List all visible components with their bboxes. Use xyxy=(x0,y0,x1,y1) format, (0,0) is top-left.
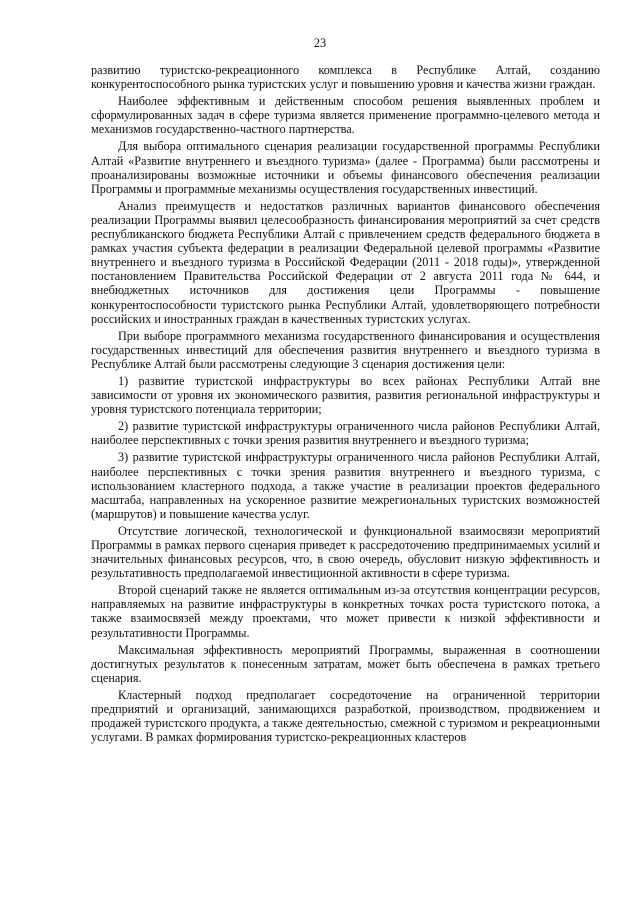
page-number: 23 xyxy=(313,36,327,50)
paragraph: При выборе программного механизма государственного финансирования и осуществления государственных инвестиций для обеспечения развития внутреннего и въездного туризма в Республике Алтай были рассмотрены следующие 3 сценария достижения цели: xyxy=(91,328,600,371)
paragraph: Для выбора оптимального сценария реализации государственной программы Республики Алтай «Развитие внутреннего и въездного туризма» (далее - Программа) были рассмотрены и проанализированы возможные источники и объемы финансового обеспечения реализации Программы и программные механизмы осуществления государственных инвестиций. xyxy=(91,139,600,196)
list-item-scenario-2: 2) развитие туристской инфраструктуры ограниченного числа районов Республики Алтай, наиболее перспективных с точки зрения развития внутреннего и въездного туризма; xyxy=(91,419,600,448)
paragraph: Кластерный подход предполагает сосредоточение на ограниченной территории предприятий и организаций, занимающихся разработкой, производством, продвижением и продажей туристского продукта, а также деятельностью, смежной с туризмом и рекреационными услугами. В рамках формирования туристско-рекреационных кластеров xyxy=(91,687,600,745)
paragraph: Максимальная эффективность мероприятий Программы, выраженная в соотношении достигнутых результатов к понесенным затратам, может быть обеспечена в рамках третьего сценария. xyxy=(91,642,600,685)
list-item-scenario-3: 3) развитие туристской инфраструктуры ограниченного числа районов Республики Алтай, наиболее перспективных с точки зрения развития внутреннего и въездного туризма, с использованием кластерного подхода, а также участие в реализации проектов федерального масштаба, направленных на ускоренное развитие межрегиональных туристских возможностей (маршрутов) и повышение качества услуг. xyxy=(91,450,600,521)
paragraph: Второй сценарий также не является оптимальным из-за отсутствия концентрации ресурсов, направляемых на развитие инфраструктуры в конкретных точках роста туристского потока, а также взаимосвязей между проектами, что может привести к низкой эффективности и результативности Программы. xyxy=(91,583,600,640)
paragraph: Анализ преимуществ и недостатков различных вариантов финансового обеспечения реализации Программы выявил целесообразность финансирования мероприятий за счет средств республиканского бюджета Республики Алтай с привлечением средств федерального бюджета в рамках участия субъекта федерации в реализации Федеральной целевой программы «Развитие внутреннего и въездного туризма в Российской Федерации (2011 - 2018 годы)», утвержденной постановлением Правительства Российской Федерации от 2 августа 2011 года № 644, и внебюджетных источников для достижения цели Программы - повышение конкурентоспособности туристского рынка Республики Алтай, удовлетворяющего потребности российских и иностранных граждан в качественных туристских услугах. xyxy=(91,198,600,326)
list-item-scenario-1: 1) развитие туристской инфраструктуры во всех районах Республики Алтай вне зависимости от уровня их экономического развития, развития региональной инфраструктуры и уровня туристского потенциала территории; xyxy=(91,373,600,417)
paragraph-continuation: развитию туристско-рекреационного комплекса в Республике Алтай, созданию конкурентоспособного рынка туристских услуг и повышению уровня и качества жизни граждан. xyxy=(91,63,600,92)
paragraph: Отсутствие логической, технологической и функциональной взаимосвязи мероприятий Программы в рамках первого сценария приведет к рассредоточению предпринимаемых усилий и значительных финансовых ресурсов, что, в свою очередь, обусловит низкую эффективность и результативность предполагаемой инвестиционной активности в сфере туризма. xyxy=(91,523,600,581)
paragraph: Наиболее эффективным и действенным способом решения выявленных проблем и сформулированных задач в сфере туризма является применение программно-целевого метода и механизмов государственно-частного партнерства. xyxy=(91,94,600,137)
document-body xyxy=(91,63,600,747)
